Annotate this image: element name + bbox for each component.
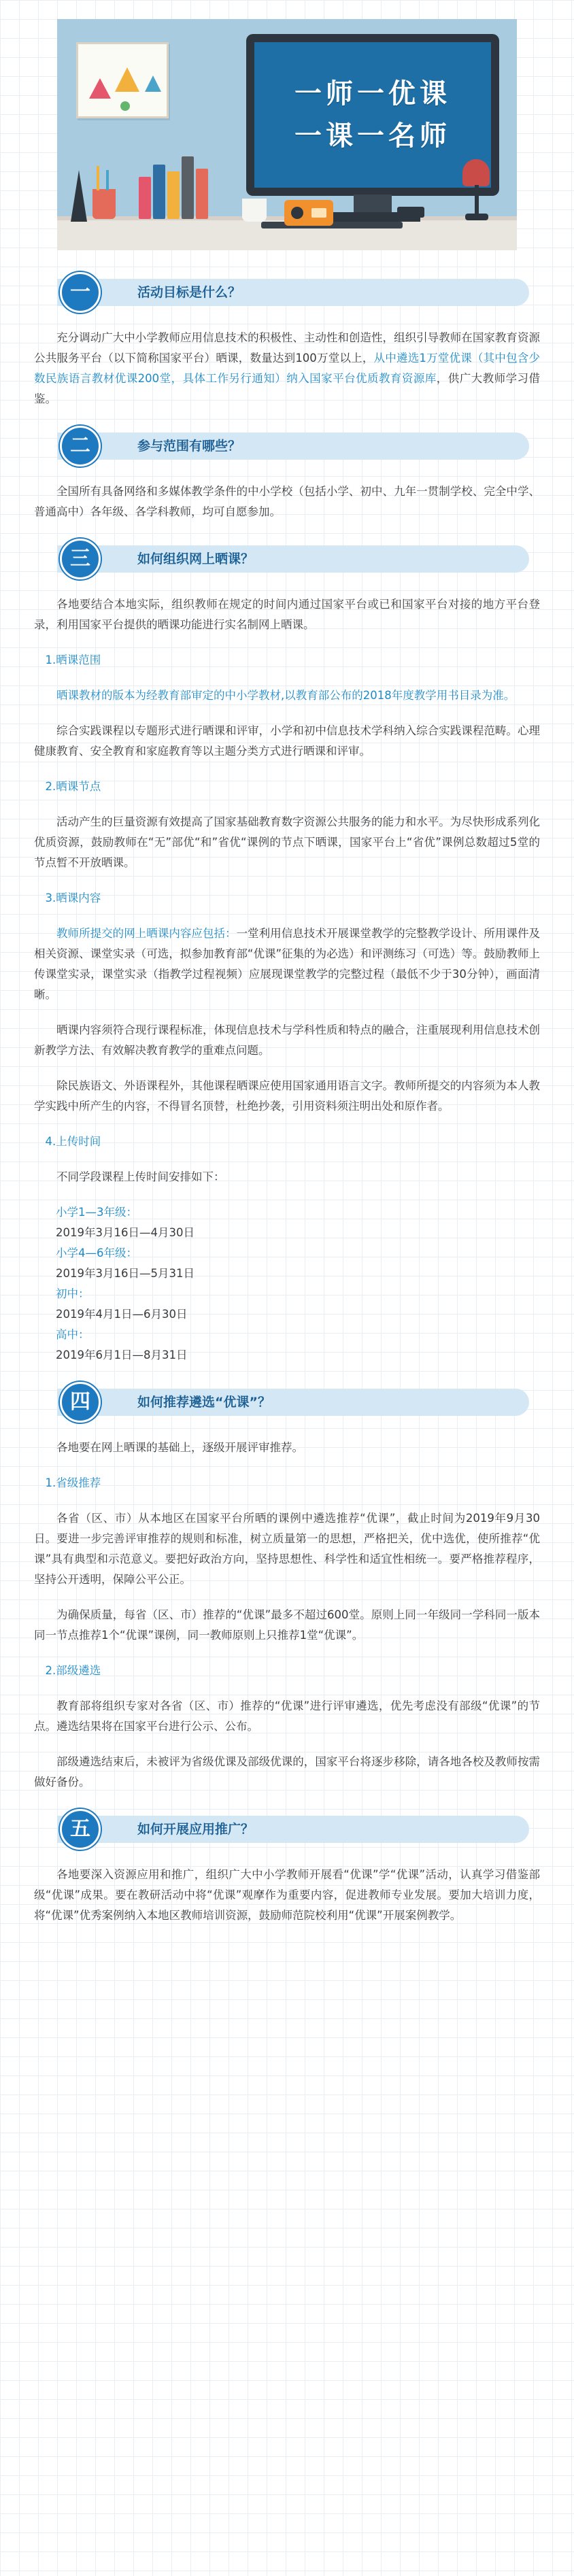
section-recommend <box>34 1380 540 1793</box>
schedule-label: 小学1—3年级： <box>56 1206 137 1219</box>
hero-banner <box>57 19 517 250</box>
section-title: 如何开展应用推广？ <box>137 1822 254 1837</box>
subheading: 2.部级遴选 <box>45 1664 101 1677</box>
subheading: 2.晒课节点 <box>45 780 101 793</box>
section-goals <box>34 271 540 409</box>
book <box>196 169 208 219</box>
section-header <box>34 271 540 314</box>
section-title: 参与范围有哪些？ <box>137 439 241 454</box>
tower-figurine <box>71 170 87 222</box>
mug <box>242 199 267 222</box>
book <box>153 165 165 219</box>
paragraph: 全国所有具备网络和多媒体教学条件的中小学校（包括小学、初中、九年一贯制学校、完全中学、普通高中）各年级、各学科教师，均可自愿参加。 <box>34 485 540 518</box>
subheading: 4.上传时间 <box>45 1135 101 1148</box>
section-title: 如何组织网上晒课？ <box>137 552 254 566</box>
schedule-time: 2019年4月1日—6月30日 <box>56 1308 188 1321</box>
schedule-label: 高中： <box>56 1328 90 1341</box>
paragraph-text: ，供广大教师学习借鉴。 <box>34 372 540 405</box>
paragraph: 为确保质量，每省（区、市）推荐的“优课”最多不超过600堂。原则上同一年级同一学科同一版本同一节点推荐1个“优课”课例，同一教师原则上只推荐1堂“优课”。 <box>34 1608 540 1642</box>
lamp-base <box>465 214 488 220</box>
paragraph: 部级遴选结束后，未被评为省级优课及部级优课的，国家平台将逐步移除，请各地各校及教师按需做好备份。 <box>34 1755 540 1789</box>
section-header <box>34 1808 540 1851</box>
section-title: 如何推荐遴选“优课”？ <box>137 1395 271 1410</box>
subheading: 1.省级推荐 <box>45 1476 101 1489</box>
section-header-bar <box>57 1816 529 1843</box>
screen-line-1: 一师一优课 <box>294 78 451 109</box>
section-header <box>34 424 540 468</box>
radio <box>284 200 333 226</box>
pencil-cup <box>92 189 116 219</box>
frame-shape-green <box>120 101 130 111</box>
book-stack <box>139 152 208 219</box>
upload-schedule <box>34 1202 540 1366</box>
paragraph-text: 一堂利用信息技术开展课堂教学的完整教学设计、所用课件及相关资源、课堂实录（可选，拟参加教育部“优课”征集的为必选）和评测练习（可选）等。鼓励教师上传课堂实录，课堂实录（指教学过程视频）应展现课堂教学的完整过程（最低不少于30分钟），画面清晰。 <box>34 927 541 1001</box>
paragraph: 各地要深入资源应用和推广，组织广大中小学教师开展看“优课”学“优课”活动，认真学习借鉴部级“优课”成果。要在教研活动中将“优课”观摩作为重要内容，促进教师专业发展。要加大培训力度，将“优课”优秀案例纳入本地区教师培训资源，鼓励师范院校利用“优课”开展案例教学。 <box>34 1868 540 1922</box>
paragraph-text: 充分调动广大中小学教师应用信息技术的积极性、主动性和创造性，组织引导教师在国家教育资源公共服务平台（以下简称国家平台）晒课，数量达到100万堂以上， <box>34 331 540 365</box>
section-header <box>34 1380 540 1424</box>
paragraph: 晒课内容须符合现行课程标准，体现信息技术与学科性质和特点的融合，注重展现利用信息技术创新教学方法、有效解决教育教学的重难点问题。 <box>34 1023 540 1057</box>
book <box>182 156 194 219</box>
highlight-paragraph: 晒课教材的版本为经教育部审定的中小学教材,以教育部公布的2018年度教学用书目录为准。 <box>56 689 516 702</box>
section-promotion <box>34 1808 540 1926</box>
subheading: 3.晒课内容 <box>45 892 101 904</box>
section-header-bar <box>57 545 529 573</box>
section-organize <box>34 537 540 1366</box>
paragraph: 各地要在网上晒课的基础上，逐级开展评审推荐。 <box>56 1441 303 1454</box>
frame-shape-red <box>89 78 111 99</box>
schedule-label: 初中： <box>56 1287 90 1300</box>
screen-line-2: 一课一名师 <box>294 120 451 152</box>
paragraph: 除民族语文、外语课程外，其他课程晒课应使用国家通用语言文字。教师所提交的内容须为本人教学实践中所产生的内容，不得冒名顶替，杜绝抄袭，引用资料须注明出处和原作者。 <box>34 1079 540 1113</box>
phone <box>397 207 424 218</box>
book <box>139 177 151 219</box>
paragraph: 不同学段课程上传时间安排如下： <box>56 1170 225 1183</box>
monitor <box>246 34 499 196</box>
schedule-label: 小学4—6年级： <box>56 1247 137 1259</box>
schedule-time: 2019年3月16日—5月31日 <box>56 1267 195 1280</box>
schedule-time: 2019年6月1日—8月31日 <box>56 1349 188 1361</box>
lamp-head <box>462 159 490 186</box>
frame-shape-blue <box>145 75 161 92</box>
subheading: 1.晒课范围 <box>45 654 101 666</box>
highlight-text: 从中遴选1万堂优课（其中包含少数民族语言教材优课200堂，具体工作另行通知）纳入国家平台优质教育资源库 <box>34 352 541 385</box>
book <box>167 171 180 219</box>
section-number-badge: 三 <box>60 539 101 579</box>
paragraph <box>34 328 540 409</box>
monitor-screen <box>254 42 491 188</box>
section-header-bar <box>57 433 529 460</box>
section-number-badge: 四 <box>60 1382 101 1423</box>
section-header-bar <box>57 279 529 306</box>
section-scope <box>34 424 540 522</box>
paragraph: 综合实践课程以专题形式进行晒课和评审，小学和初中信息技术学科纳入综合实践课程范畴。心理健康教育、安全教育和家庭教育等以主题分类方式进行晒课和评审。 <box>34 724 540 758</box>
section-title: 活动目标是什么？ <box>137 285 241 300</box>
section-header <box>34 537 540 581</box>
paragraph <box>34 923 540 1005</box>
paragraph: 各地要结合本地实际，组织教师在规定的时间内通过国家平台或已和国家平台对接的地方平台登录，利用国家平台提供的晒课功能进行实名制网上晒课。 <box>34 598 540 631</box>
picture-frame <box>76 42 169 118</box>
paragraph: 各省（区、市）从本地区在国家平台所晒的课例中遴选推荐“优课”，截止时间为2019年9月30日。要进一步完善评审推荐的规则和标准，树立质量第一的思想，严格把关，优中选优，使所推荐“优课”具有典型和示范意义。要把好政治方向，坚持思想性、科学性和适宜性相统一。要严格推荐程序，坚持公开透明，保障公平公正。 <box>34 1512 540 1586</box>
frame-shape-yellow <box>115 67 139 92</box>
article-body <box>34 271 540 1941</box>
schedule-time: 2019年3月16日—4月30日 <box>56 1226 195 1239</box>
section-number-badge: 一 <box>60 272 101 313</box>
paragraph: 活动产生的巨量资源有效提高了国家基础教育数字资源公共服务的能力和水平。为尽快形成系列化优质资源，鼓励教师在“无”部优“和”省优“课例的节点下晒课，国家平台上“省优”课例总数超过5堂的节点暂不开放晒课。 <box>34 815 540 869</box>
section-number-badge: 五 <box>60 1809 101 1850</box>
section-number-badge: 二 <box>60 426 101 467</box>
lamp-arm <box>475 185 479 215</box>
section-header-bar <box>57 1389 529 1416</box>
desk-lamp <box>462 159 492 220</box>
paragraph: 教育部将组织专家对各省（区、市）推荐的“优课”进行评审遴选，优先考虑没有部级“优课”的节点。遴选结果将在国家平台进行公示、公布。 <box>34 1699 540 1733</box>
highlight-text: 教师所提交的网上晒课内容应包括： <box>56 927 237 940</box>
